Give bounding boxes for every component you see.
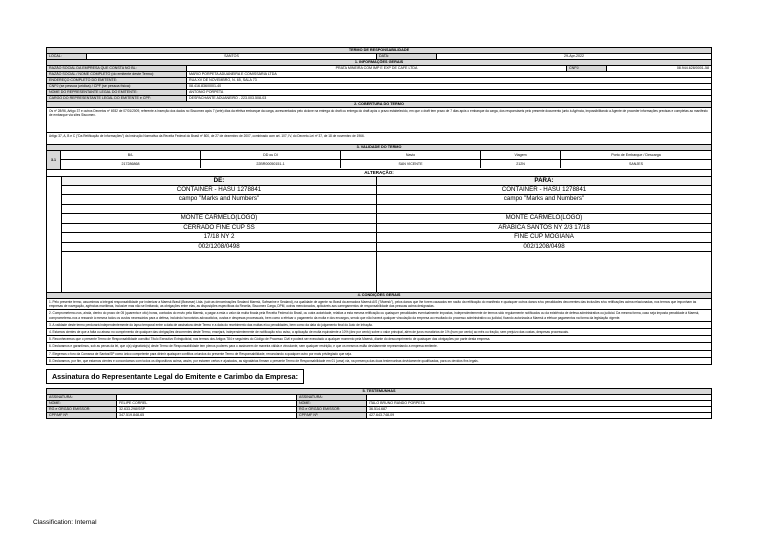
title-row (46, 47, 712, 54)
witness1-label: NOME: (47, 401, 117, 406)
date-label: DATA: (377, 54, 437, 59)
issuer-name-label: RAZÃO SOCIAL / NOME COMPLETO (do emitente deste Termo): (47, 72, 187, 77)
section2-title: 2. COBERTURA DO TERMO (47, 102, 711, 107)
condition-paragraph: 2. Comprometemo-nos, ainda, dentro do prazo de 05 (quarenta e oito) horas, contados do envio pela Maersk, a pagar a esta o valor da multa fixada pela Receita Federal do Brasil, ou outra autoridade, relativa a esta mesma retificação ou quaisquer penalidades eventualmente impostas, independentemente de termos sido regularmente notificados ou da existência de defesa administrativa ou judicial. Da mesma forma, caso seja imposta penalidade à Maersk, comprometemo-nos a ressarcir à mesma todos os custos necessários para a defesa, incluindo honorários advocatícios, custas e despesas processuais, bem como a efetuar o pagamento da multa e dos encargos, sendo que não haverá qualquer vinculação da empresa ao resultado do processo administrativo ou judicial, ficando autorizada a Maersk a efetuar pagamentos na forma da legislação vigente. (47, 310, 711, 321)
vessel-value: SAN VICENTE (341, 160, 481, 168)
witness-row (46, 413, 712, 419)
issuer-cnpj-label: CNPJ (se pessoa jurídica) / CPF (se pessoa física): (47, 84, 187, 89)
condition-paragraph: 6. Declaramos e garantimos, sob as penas da lei, que o(s) signatário(s) deste Termo de Responsabilidade tem plenos poderes para o assinarem de maneira válida e vinculante, sem qualquer restrição, e que os mesmos estão devidamente representando a empresa emitente. (47, 343, 711, 350)
issuer-address-value: RUA XV DE NOVEMBRO, N. 65, SALA 73 (189, 78, 257, 82)
validity-header-row (61, 151, 711, 160)
witness2-label: ASSINATURA: (297, 395, 367, 400)
bl-value: 217286868 (61, 160, 201, 168)
from-line: CERRADO FINE CUP SS (62, 224, 376, 234)
voyage-header: Viagem (481, 151, 561, 159)
witness2-value: ITALO BRUNO RANDO PORPETA (369, 401, 425, 406)
conditions-list (46, 299, 712, 365)
to-line: FINE CUP MOGIANA (377, 233, 711, 243)
representative-value: ANTONIO PORPETA (189, 90, 224, 94)
signature-box (46, 369, 304, 384)
dd-value: 22BR00050151-1 (201, 160, 341, 168)
alteration-from (62, 177, 377, 292)
company-value: PRATA MINEIRA COM IMP E EXP DE CAFE LTDA (187, 66, 567, 71)
dd-header: DD ou DI (201, 151, 341, 159)
validity-index: 3.1 (47, 151, 61, 169)
cnpj-value: 08.944.628/0001-58 (676, 66, 709, 70)
vessel-header: Navio (341, 151, 481, 159)
condition-paragraph: 5. Reconhecemos que o presente Termo de Responsabilidade constitui Título Executivo Extrajudicial, nos termos dos Artigos 784 e seguintes do Código de Processo Civil e poderá ser executado a qualquer momento pela Maersk, diante do descumprimento de quaisquer das obrigações por parte desta empresa. (47, 336, 711, 343)
validity-table (46, 151, 712, 170)
witness2-value: 427.643.748-09 (369, 413, 395, 418)
representative-role-label: CARGO DO REPRESENTANTE LEGAL DO EMITENTE e CPF: (47, 96, 187, 101)
issuer-cnpj-value: 08.416.836/0001-40 (189, 84, 222, 88)
issuer-address-label: ENDEREÇO COMPLETO DO EMITENTE: (47, 78, 187, 83)
from-line: 17/18 NY 2 (62, 233, 376, 243)
to-line: ARABICA SANTOS NY 2/3 17/18 (377, 224, 711, 234)
bl-header: B/L (61, 151, 201, 159)
section5-header (46, 388, 712, 395)
classification-footer: Classification: Internal (33, 519, 97, 526)
to-line: CONTAINER - HASU 1278841 (377, 186, 711, 196)
term-sheet (46, 47, 712, 419)
section2-body (46, 108, 712, 133)
local-value: SANTOS (87, 54, 377, 59)
witness1-value: 32.633.298/SSP (117, 407, 297, 412)
witness2-label: RG e ÓRGÃO EMISSOR: (297, 407, 367, 412)
port-value: SANJES (629, 162, 643, 166)
issuer-name-value: MARIO PORPETA ADUANEIRA E COMISSÁRIA LTDA (189, 72, 277, 76)
from-label: DE: (62, 177, 376, 186)
representative-label: NOME DO REPRESENTANTE LEGAL DO EMITENTE: (47, 90, 187, 95)
witness2-value: 36.514.687 (369, 407, 387, 412)
to-line: MONTE CARMELO(LOGO) (377, 214, 711, 224)
to-blank-area (377, 252, 711, 292)
witness1-value (117, 395, 297, 400)
from-line: 002/1208/0498 (62, 243, 376, 253)
section4-title: 4. CONDIÇÕES GERAIS (47, 293, 711, 298)
witness1-label: ASSINATURA: (47, 395, 117, 400)
condition-paragraph: 8. Declaramos, por fim, que estamos cientes e concordamos com todos os dispositivos acima, assim, por estarem certos e ajustados, as signatárias firmam o presente Termo de Responsabilidade em 01 (uma) via, na presença das duas testemunhas devidamente qualificadas, para os devidos fins legais. (47, 358, 711, 365)
from-line: MONTE CARMELO(LOGO) (62, 214, 376, 224)
to-label: PARA: (377, 177, 711, 186)
alteration-spacer (47, 177, 62, 292)
voyage-value: 212N (481, 160, 561, 168)
witness1-label: RG e ÓRGÃO EMISSOR: (47, 407, 117, 412)
section1-title: 1. INFORMAÇÕES GERAIS (47, 60, 711, 65)
alteration-block (46, 177, 712, 293)
to-line: campo "Marks and Numbers" (377, 195, 711, 205)
alteration-to (377, 177, 711, 292)
validity-value-row (61, 160, 711, 168)
witness-table (46, 395, 712, 419)
condition-paragraph: 3. A validade deste termo perdurará independentemente do lapso temporal entre a data de assinatura deste Termo e a data do recebimento das multas e/ou penalidades, bem como da data do julgamento final do Auto de Infração. (47, 322, 711, 329)
condition-paragraph: 1. Pelo presente termo, assumimos a integral responsabilidade por indenizar a Maersk Brasil (Brasmar) Ltda. (sob as denominações Sealand Maersk, Safmarine e Sealand), na qualidade de agente no Brasil da armadora Maersk A/S ("Maersk"), pelos danos que lhe forem causados em razão da retificação do manifesto e quaisquer outros danos e/ou penalidades decorrentes das inclusões e/ou retificações acima relacionadas, nos termos que imponham às empresas de navegação, agências marítimas, inclusive mas não se limitando, as obrigações entre elas, as disposições específicas da Receita, Siscomex Carga, DPM, outros mencionados, aplicáveis aos carregamentos de responsabilidade das pessoas acima designadas. (47, 299, 711, 310)
witness1-value: 347.519.848-65 (117, 413, 297, 418)
from-line: campo "Marks and Numbers" (62, 195, 376, 205)
company-label: RAZÃO SOCIAL DA EMPRESA QUE CONSTA NO BL: (47, 66, 187, 71)
from-lines (62, 186, 376, 253)
witness2-label: NOME: (297, 401, 367, 406)
condition-paragraph: 7. Elegemos o foro da Comarca de Santos/SP como único competente para dirimir quaisquer conflitos oriundos do presente Termo de Responsabilidade, renunciando a qualquer outro por mais privilegiado que seja. (47, 351, 711, 358)
local-label: LOCAL: (47, 54, 87, 59)
from-blank-area (62, 252, 376, 292)
witness2-label: CPF/MF Nº: (297, 413, 367, 418)
document-title: TERMO DE RESPONSABILIDADE (47, 48, 711, 53)
section2-body (46, 133, 712, 145)
section3-title: 3. VALIDADE DO TERMO (47, 145, 711, 150)
alteration-title: ALTERAÇÃO: (364, 170, 394, 175)
to-line: 002/1208/0498 (377, 243, 711, 253)
date-value: 29-Apr-2022 (564, 54, 584, 58)
to-lines (377, 186, 711, 253)
section5-title: 5. TESTEMUNHAS (47, 389, 711, 394)
witness1-value: FELIPE CORREL (117, 401, 297, 406)
signature-title: Assinatura do Representante Legal do Emitente e Carimbo da Empresa: (51, 372, 299, 382)
representative-role-value: DESPACHANTE ADUANEIRO - 223.003.508-03 (189, 96, 267, 100)
from-line: CONTAINER - HASU 1278841 (62, 186, 376, 196)
coverage-legal-reference: Artigo 37, A, B e C ("Da Retificação de Informações") da Instrução Normativa da Receita Federal do Brasil nº 800, de 27 de dezembro de 2007, combinado com art. 107, IV, do Decreto-Lei nº 37, de 18 de novembro de 1966. (49, 134, 365, 138)
condition-paragraph: 4. Estamos cientes de que a falta ou atraso no cumprimento de qualquer das obrigações decorrentes deste Termo, ensejará, independentemente de notificação e/ou aviso, a aplicação de multa equivalente a 10% (dez por cento) sobre o valor principal, além de juros moratórios de 1% (hum por cento) ao mês ou fração, sem prejuízo das custas, despesas processuais. (47, 329, 711, 336)
coverage-paragraph: Os nº 28/96, Artigo 37 e outros Decretos nº 6932 de 07/01/2009, referente a inserção dos dados no Siscomex após 7 (sete) dias da efetiva embarque da carga, acrescentados pelo ciclone na entrega do draft ou entrega do draft após o prazo estabelecido, em que o draft tem prazo de 7 dias após o embarque da carga, dos responsáveis pelo presente documento junto à Agência, impossibilitando a Agente de proceder informações precisas e completas ao manifesto de embarque via sites Siscomex. (49, 109, 708, 118)
alteration-header (46, 170, 712, 177)
from-line (62, 205, 376, 215)
port-header: Porto de Embarque / Descarga (611, 153, 661, 157)
cnpj-label: CNPJ: (567, 66, 607, 71)
witness1-label: CPF/MF Nº: (47, 413, 117, 418)
to-line (377, 205, 711, 215)
witness2-value (367, 395, 711, 400)
